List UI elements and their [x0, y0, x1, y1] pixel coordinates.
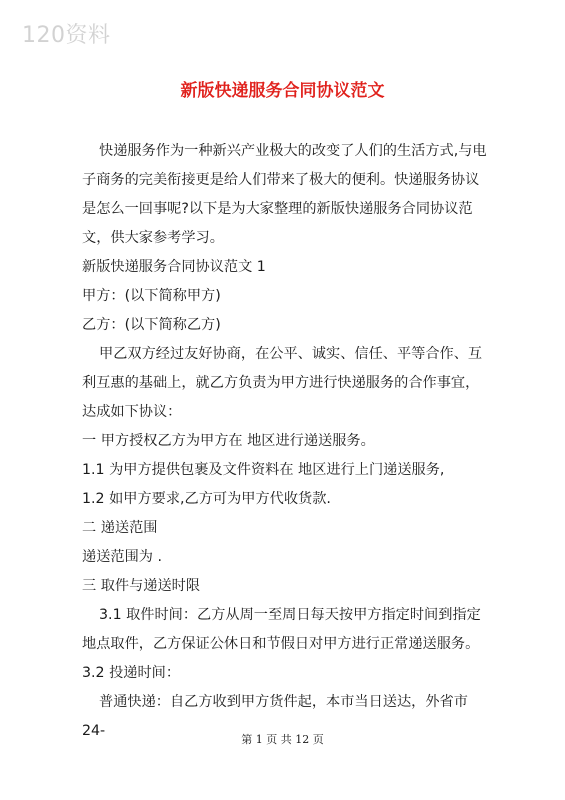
clause-3-1: 3.1 取件时间：乙方从周一至周日每天按甲方指定时间到指定地点取件，乙方保证公休日和节假日对甲方进行正常递送服务。	[82, 607, 481, 652]
section-heading: 新版快递服务合同协议范文 1	[82, 259, 266, 275]
clause-1-2: 1.2 如甲方要求,乙方可为甲方代收货款.	[82, 491, 331, 507]
clause-3-2: 3.2 投递时间：	[82, 665, 181, 681]
watermark: 120资料	[22, 23, 111, 48]
agreement-preamble: 甲乙双方经过友好协商，在公平、诚实、信任、平等合作、互利互惠的基础上，就乙方负责为甲方进行快递服务的合作事宜，达成如下协议：	[82, 346, 483, 420]
document-body	[82, 137, 492, 746]
party-a-line: 甲方：(以下简称甲方)	[82, 288, 221, 304]
intro-paragraph: 快递服务作为一种新兴产业极大的改变了人们的生活方式,与电子商务的完美衔接更是给人们带来了极大的便利。快递服务协议是怎么一回事呢?以下是为大家整理的新版快递服务合同协议范文，供大家参考学习。	[82, 143, 487, 246]
party-b-line: 乙方：(以下简称乙方)	[82, 317, 221, 333]
document-title: 新版快递服务合同协议范文	[180, 81, 385, 101]
page-footer: 第 1 页 共 12 页	[241, 733, 324, 746]
clause-2: 二 递送范围	[82, 520, 158, 536]
clause-3: 三 取件与递送时限	[82, 578, 201, 594]
clause-1-1: 1.1 为甲方提供包裹及文件资料在 地区进行上门递送服务,	[82, 462, 445, 478]
clause-2-text: 递送范围为 .	[82, 549, 162, 565]
clause-3-2-text: 普通快递：自乙方收到甲方货件起，本市当日送达，外省市 24-	[82, 694, 468, 739]
clause-1: 一 甲方授权乙方为甲方在 地区进行递送服务。	[82, 433, 375, 449]
